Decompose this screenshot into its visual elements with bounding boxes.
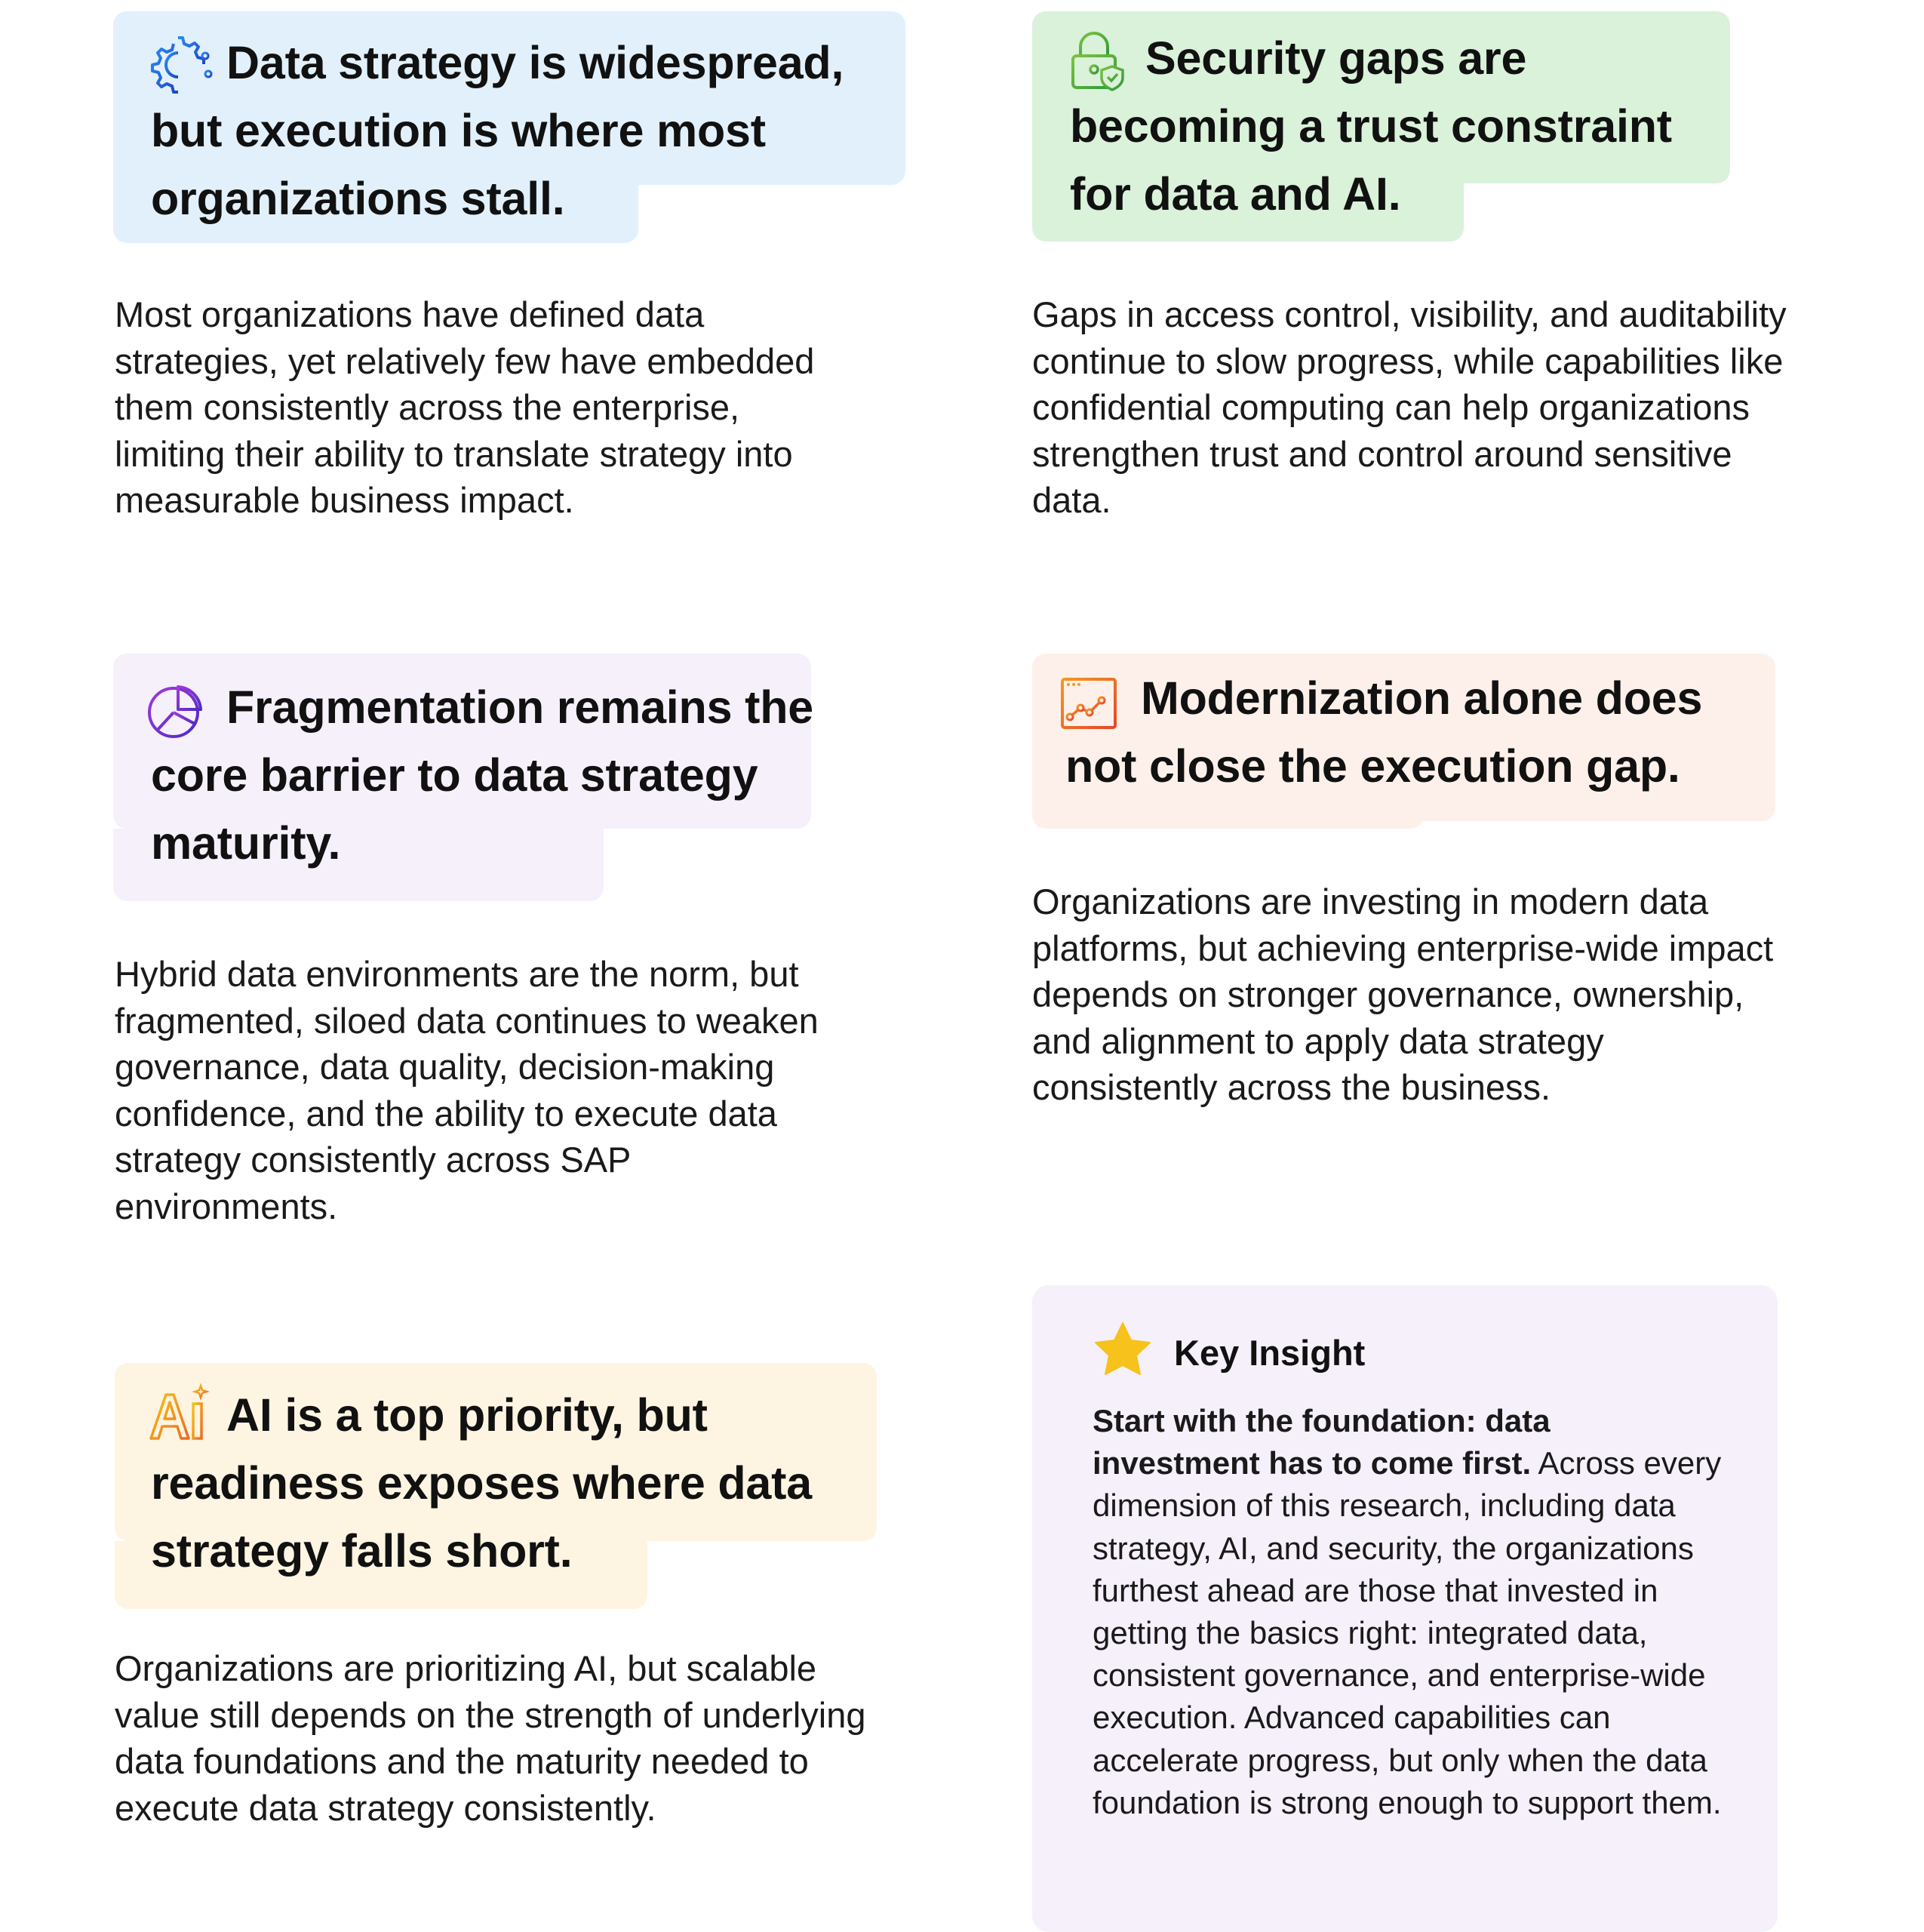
card-body: Gaps in access control, visibility, and auditability continue to slow progress, while capabilities like confidential computing can help organizations strengthen trust and control around sensitive data. bbox=[1032, 294, 1787, 520]
card-heading: Data strategy is widespread, but execution is where most organizations stall. bbox=[151, 37, 844, 224]
star-icon bbox=[1093, 1321, 1153, 1379]
key-insight-panel bbox=[1032, 1285, 1778, 1932]
key-insight-lead: Start with the foundation: data investment has to come first. bbox=[1093, 1403, 1551, 1481]
card-heading: Security gaps are becoming a trust constraint for data and AI. bbox=[1070, 32, 1672, 220]
card-heading: AI is a top priority, but readiness exposes where data strategy falls short. bbox=[151, 1389, 812, 1577]
heading-background-tail bbox=[1032, 808, 1425, 829]
card-body: Hybrid data environments are the norm, but fragmented, siloed data continues to weaken governance, data quality, decision-making confidence, and the ability to execute data strategy consistently across SAP environments. bbox=[115, 954, 819, 1226]
card-body: Organizations are prioritizing AI, but scalable value still depends on the strength of underlying data foundations and the maturity needed to execute data strategy consistently. bbox=[115, 1648, 866, 1828]
card-body: Organizations are investing in modern data platforms, but achieving enterprise-wide impact depends on stronger governance, ownership, and alignment to apply data strategy consistently across the business. bbox=[1032, 881, 1774, 1107]
key-insight-title: Key Insight bbox=[1174, 1333, 1366, 1373]
key-insight-text bbox=[1093, 1400, 1726, 1824]
card-body: Most organizations have defined data strategies, yet relatively few have embedded them consistently across the enterprise, limiting their ability to translate strategy into measurable business impact. bbox=[115, 294, 815, 520]
card-heading: Modernization alone does not close the execution gap. bbox=[1065, 672, 1703, 792]
key-insight-body: Across every dimension of this research, including data strategy, AI, and security, the organizations furthest ahead are those that invested in getting the basics right: integrated data, consistent governance, and enterprise-wide execution. Advanced capabilities can accelerate progress, but only when the data foundation is strong enough to support them. bbox=[1093, 1445, 1722, 1820]
card-heading: Fragmentation remains the core barrier to data strategy maturity. bbox=[151, 681, 813, 869]
